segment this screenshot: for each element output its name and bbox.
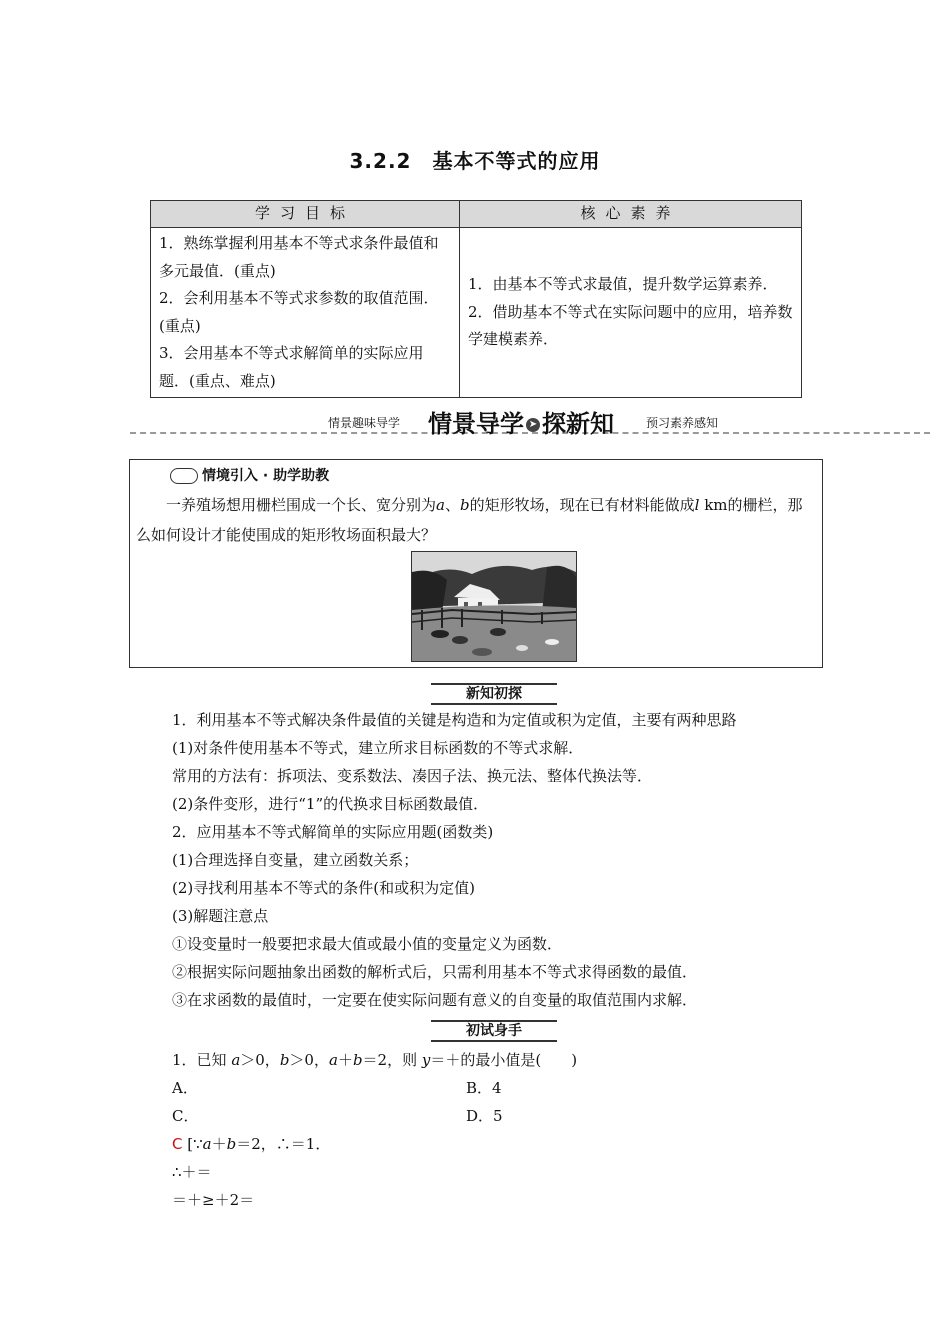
option-a: A． bbox=[172, 1079, 198, 1097]
banner-left-text: 情景趣味导学 bbox=[328, 416, 401, 430]
var-a: a bbox=[436, 496, 445, 514]
competency-item: 2．借助基本不等式在实际问题中的应用，培养数学建模素养． bbox=[468, 302, 793, 349]
knowledge-line: (3)解题注意点 bbox=[172, 907, 269, 925]
var-a: a bbox=[202, 1135, 212, 1153]
option-c: C． bbox=[172, 1107, 199, 1125]
knowledge-line: (1)对条件使用基本不等式，建立所求目标函数的不等式求解． bbox=[172, 739, 584, 757]
intro-text: 的矩形牧场，现在已有材料能做成 bbox=[469, 496, 695, 514]
knowledge-line: ①设变量时一般要把求最大值或最小值的变量定义为函数． bbox=[172, 935, 563, 953]
question-1 bbox=[172, 1049, 577, 1070]
var-b: b bbox=[226, 1135, 237, 1153]
knowledge-line: ②根据实际问题抽象出函数的解析式后，只需利用基本不等式求得函数的最值． bbox=[172, 963, 698, 981]
knowledge-line: 1．利用基本不等式解决条件最值的关键是构造和为定值或积为定值，主要有两种思路 bbox=[172, 711, 737, 729]
var-b: b bbox=[352, 1051, 363, 1069]
banner-right-text: 预习素养感知 bbox=[646, 416, 719, 430]
q-text: ＞0， bbox=[240, 1051, 280, 1069]
solution-line-1 bbox=[172, 1133, 330, 1154]
farm-photo bbox=[411, 551, 577, 662]
knowledge-line: (1)合理选择自变量，建立函数关系； bbox=[172, 851, 419, 869]
intro-text: km的栅栏，那么如何设计才能使围成的矩形牧场面积最大？ bbox=[136, 496, 803, 544]
knowledge-line: 2．应用基本不等式解简单的实际应用题(函数类) bbox=[172, 823, 494, 841]
intro-text: 一养殖场想用栅栏围成一个长、宽分别为 bbox=[166, 496, 437, 514]
var-l: l bbox=[694, 496, 700, 514]
banner-main-a: 情景导学 bbox=[428, 410, 524, 438]
objectives-right-cell bbox=[460, 228, 802, 398]
intro-heading bbox=[170, 465, 329, 485]
handshake-icon bbox=[170, 468, 198, 484]
intro-sep: 、 bbox=[444, 496, 460, 514]
objective-item: 3．会用基本不等式求解简单的实际应用题．(重点、难点) bbox=[159, 344, 424, 390]
knowledge-line: ③在求函数的最值时，一定要在使实际问题有意义的自变量的取值范围内求解． bbox=[172, 991, 698, 1009]
trial-label-text: 初试身手 bbox=[461, 1023, 527, 1039]
new-knowledge-label-text: 新知初探 bbox=[461, 686, 527, 702]
q-text: ＝＋的最小值是( ) bbox=[430, 1051, 578, 1069]
var-a: a bbox=[328, 1051, 338, 1069]
section-banner bbox=[130, 402, 930, 436]
sol-text: ＝2，∴＝1． bbox=[236, 1135, 331, 1153]
objectives-header-right: 核心素养 bbox=[460, 201, 802, 228]
arrow-icon: ➤ bbox=[526, 418, 540, 432]
intro-heading-text: 情境引入 · 助学助教 bbox=[202, 468, 330, 484]
q-text: ＝2，则 bbox=[362, 1051, 422, 1069]
objective-item: 1．熟练掌握利用基本不等式求条件最值和多元最值．(重点) bbox=[159, 234, 439, 280]
banner-main bbox=[428, 404, 614, 439]
solution-line-2: ∴＋＝ bbox=[172, 1163, 212, 1181]
q-text: 1．已知 bbox=[172, 1051, 232, 1069]
farm-illustration bbox=[412, 552, 576, 661]
knowledge-line: 常用的方法有：拆项法、变系数法、凑因子法、换元法、整体代换法等． bbox=[172, 767, 653, 785]
intro-paragraph bbox=[136, 490, 816, 550]
banner-main-b: 探新知 bbox=[542, 410, 614, 438]
var-y: y bbox=[421, 1051, 431, 1069]
q-text: ＞0， bbox=[289, 1051, 329, 1069]
objective-item: 2．会利用基本不等式求参数的取值范围．(重点) bbox=[159, 289, 439, 335]
option-d: D．5 bbox=[466, 1107, 503, 1125]
sol-text: ＋ bbox=[211, 1135, 227, 1153]
trial-label bbox=[431, 1020, 557, 1042]
objectives-header-left: 学习目标 bbox=[151, 201, 460, 228]
option-b: B．4 bbox=[466, 1079, 502, 1097]
new-knowledge-label bbox=[431, 683, 557, 705]
objectives-left-cell bbox=[151, 228, 460, 398]
sol-text: [∵ bbox=[187, 1135, 203, 1153]
intro-box bbox=[129, 459, 823, 668]
competency-item: 1．由基本不等式求最值，提升数学运算素养． bbox=[468, 275, 778, 294]
objectives-table bbox=[150, 200, 802, 398]
page-title: 3.2.2 基本不等式的应用 bbox=[349, 149, 601, 173]
var-b: b bbox=[279, 1051, 290, 1069]
answer-letter: C bbox=[172, 1135, 183, 1153]
var-b: b bbox=[459, 496, 470, 514]
knowledge-line: (2)条件变形，进行“1”的代换求目标函数最值． bbox=[172, 795, 489, 813]
var-a: a bbox=[231, 1051, 241, 1069]
knowledge-line: (2)寻找利用基本不等式的条件(和或积为定值) bbox=[172, 879, 475, 897]
q-text: ＋ bbox=[337, 1051, 353, 1069]
solution-line-3: ＝＋≥＋2＝ bbox=[172, 1191, 255, 1209]
